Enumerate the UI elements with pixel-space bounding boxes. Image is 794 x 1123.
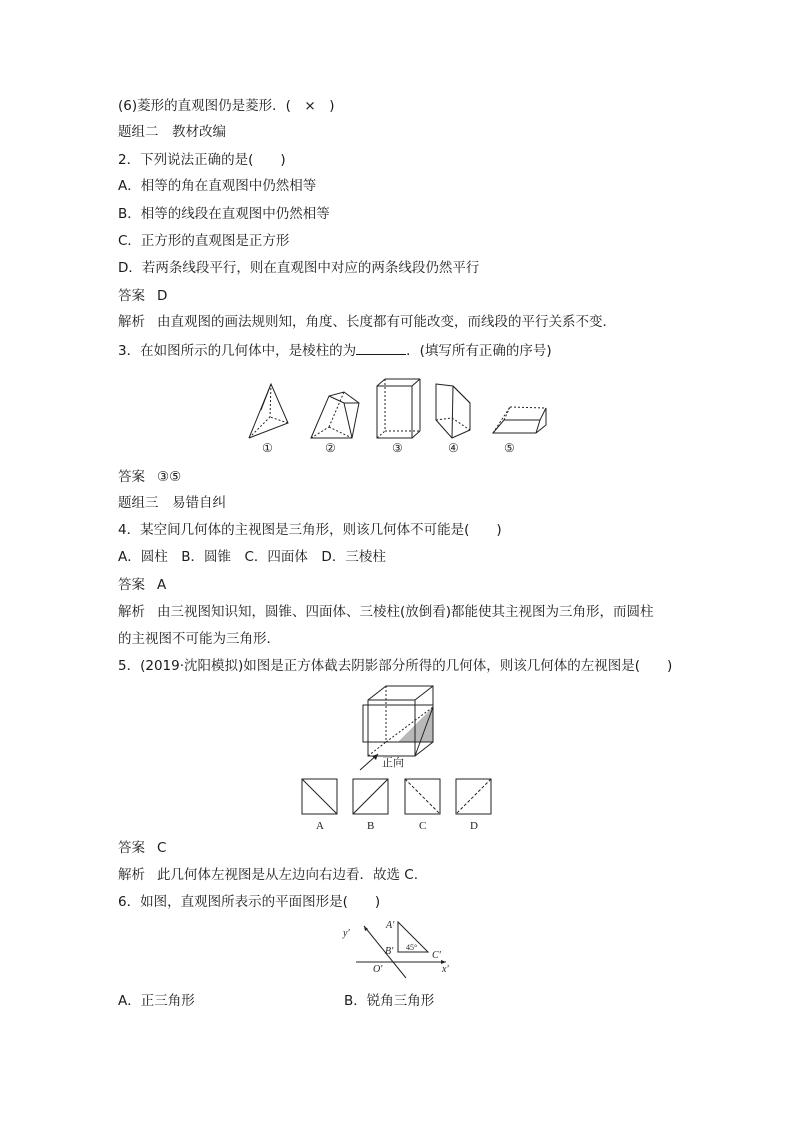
answer-label: 答案 — [118, 469, 145, 485]
direction-label: 正向 — [382, 756, 404, 769]
solid-2-frustum — [311, 392, 359, 438]
point-c-label: C' — [432, 950, 441, 961]
solid-1-tetrahedron — [249, 384, 288, 438]
answer-blank — [356, 341, 406, 355]
q2-option-c: C．正方形的直观图是正方形 — [118, 233, 290, 249]
q2-explanation — [118, 313, 616, 331]
question-6: 6．如图，直观图所表示的平面图形是( ) — [118, 894, 381, 910]
q5-options-figure — [300, 777, 500, 837]
option-c-label: C — [419, 820, 427, 832]
q3-figure — [240, 375, 560, 464]
explain-text: 由直观图的画法规则知，角度、长度都有可能改变，而线段的平行关系不变． — [157, 314, 616, 330]
point-b-label: B' — [385, 946, 394, 957]
answer-value: D — [157, 288, 168, 304]
explain-label: 解析 — [118, 867, 145, 883]
caption-4: ④ — [448, 441, 459, 455]
angle-label: 45° — [406, 943, 418, 952]
answer-label: 答案 — [118, 288, 145, 304]
group3-heading: 题组三 易错自纠 — [118, 495, 226, 511]
solid-5-triangular-prism — [493, 407, 546, 433]
option-b-label: B — [367, 820, 375, 832]
answer-value: ③⑤ — [157, 469, 182, 485]
q5-explanation — [118, 866, 418, 884]
answer-value: A — [157, 577, 167, 593]
y-axis-label: y' — [343, 928, 350, 939]
q6-figure — [338, 914, 458, 986]
explain-label: 解析 — [118, 314, 145, 330]
question-4: 4．某空间几何体的主视图是三角形，则该几何体不可能是( ) — [118, 522, 502, 538]
line-rhombus: (6)菱形的直观图仍是菱形．( × ) — [118, 98, 335, 114]
option-d-view — [456, 779, 491, 814]
question-3 — [118, 341, 552, 360]
question-2: 2．下列说法正确的是( ) — [118, 152, 286, 168]
option-d-label: D — [470, 820, 478, 832]
q2-option-b: B．相等的线段在直观图中仍然相等 — [118, 206, 330, 222]
q3-text-post: ．(填写所有正确的序号) — [406, 343, 552, 359]
q4-answer — [118, 576, 166, 594]
explain-text: 此几何体左视图是从左边向右边看．故选 C. — [157, 867, 419, 883]
answer-value: C — [157, 840, 167, 856]
explain-text: 由三视图知识知，圆锥、四面体、三棱柱(放倒看)都能使其主视图为三角形，而圆柱 — [157, 604, 654, 620]
q4-explanation-2: 的主视图不可能为三角形． — [118, 631, 280, 647]
q6-option-b: B．锐角三角形 — [344, 993, 435, 1009]
option-b-view — [353, 779, 388, 814]
q2-option-a: A．相等的角在直观图中仍然相等 — [118, 178, 317, 194]
option-c-view — [405, 779, 440, 814]
q3-answer — [118, 468, 181, 486]
explain-label: 解析 — [118, 604, 145, 620]
caption-1: ① — [262, 441, 273, 455]
q2-option-d: D．若两条线段平行，则在直观图中对应的两条线段仍然平行 — [118, 260, 480, 276]
point-a-label: A' — [386, 920, 395, 931]
solid-3-prism — [377, 379, 420, 438]
q4-explanation-1 — [118, 603, 654, 621]
caption-5: ⑤ — [504, 441, 515, 455]
q3-text-pre: 3．在如图所示的几何体中，是棱柱的为 — [118, 343, 357, 359]
option-a-label: A — [316, 820, 324, 832]
q5-answer — [118, 839, 166, 857]
solid-4-solid — [436, 384, 470, 438]
caption-3: ③ — [392, 441, 403, 455]
group2-heading: 题组二 教材改编 — [118, 124, 226, 140]
question-5: 5．(2019·沈阳模拟)如图是正方体截去阴影部分所得的几何体，则该几何体的左视图是( ) — [118, 658, 673, 674]
caption-2: ② — [325, 441, 336, 455]
x-axis-label: x' — [442, 964, 449, 975]
q6-option-a: A．正三角形 — [118, 993, 195, 1009]
q4-options: A．圆柱 B．圆锥 C．四面体 D．三棱柱 — [118, 549, 386, 565]
answer-label: 答案 — [118, 577, 145, 593]
answer-label: 答案 — [118, 840, 145, 856]
origin-label: O' — [373, 964, 383, 975]
q2-answer — [118, 287, 167, 305]
option-a-view — [302, 779, 337, 814]
